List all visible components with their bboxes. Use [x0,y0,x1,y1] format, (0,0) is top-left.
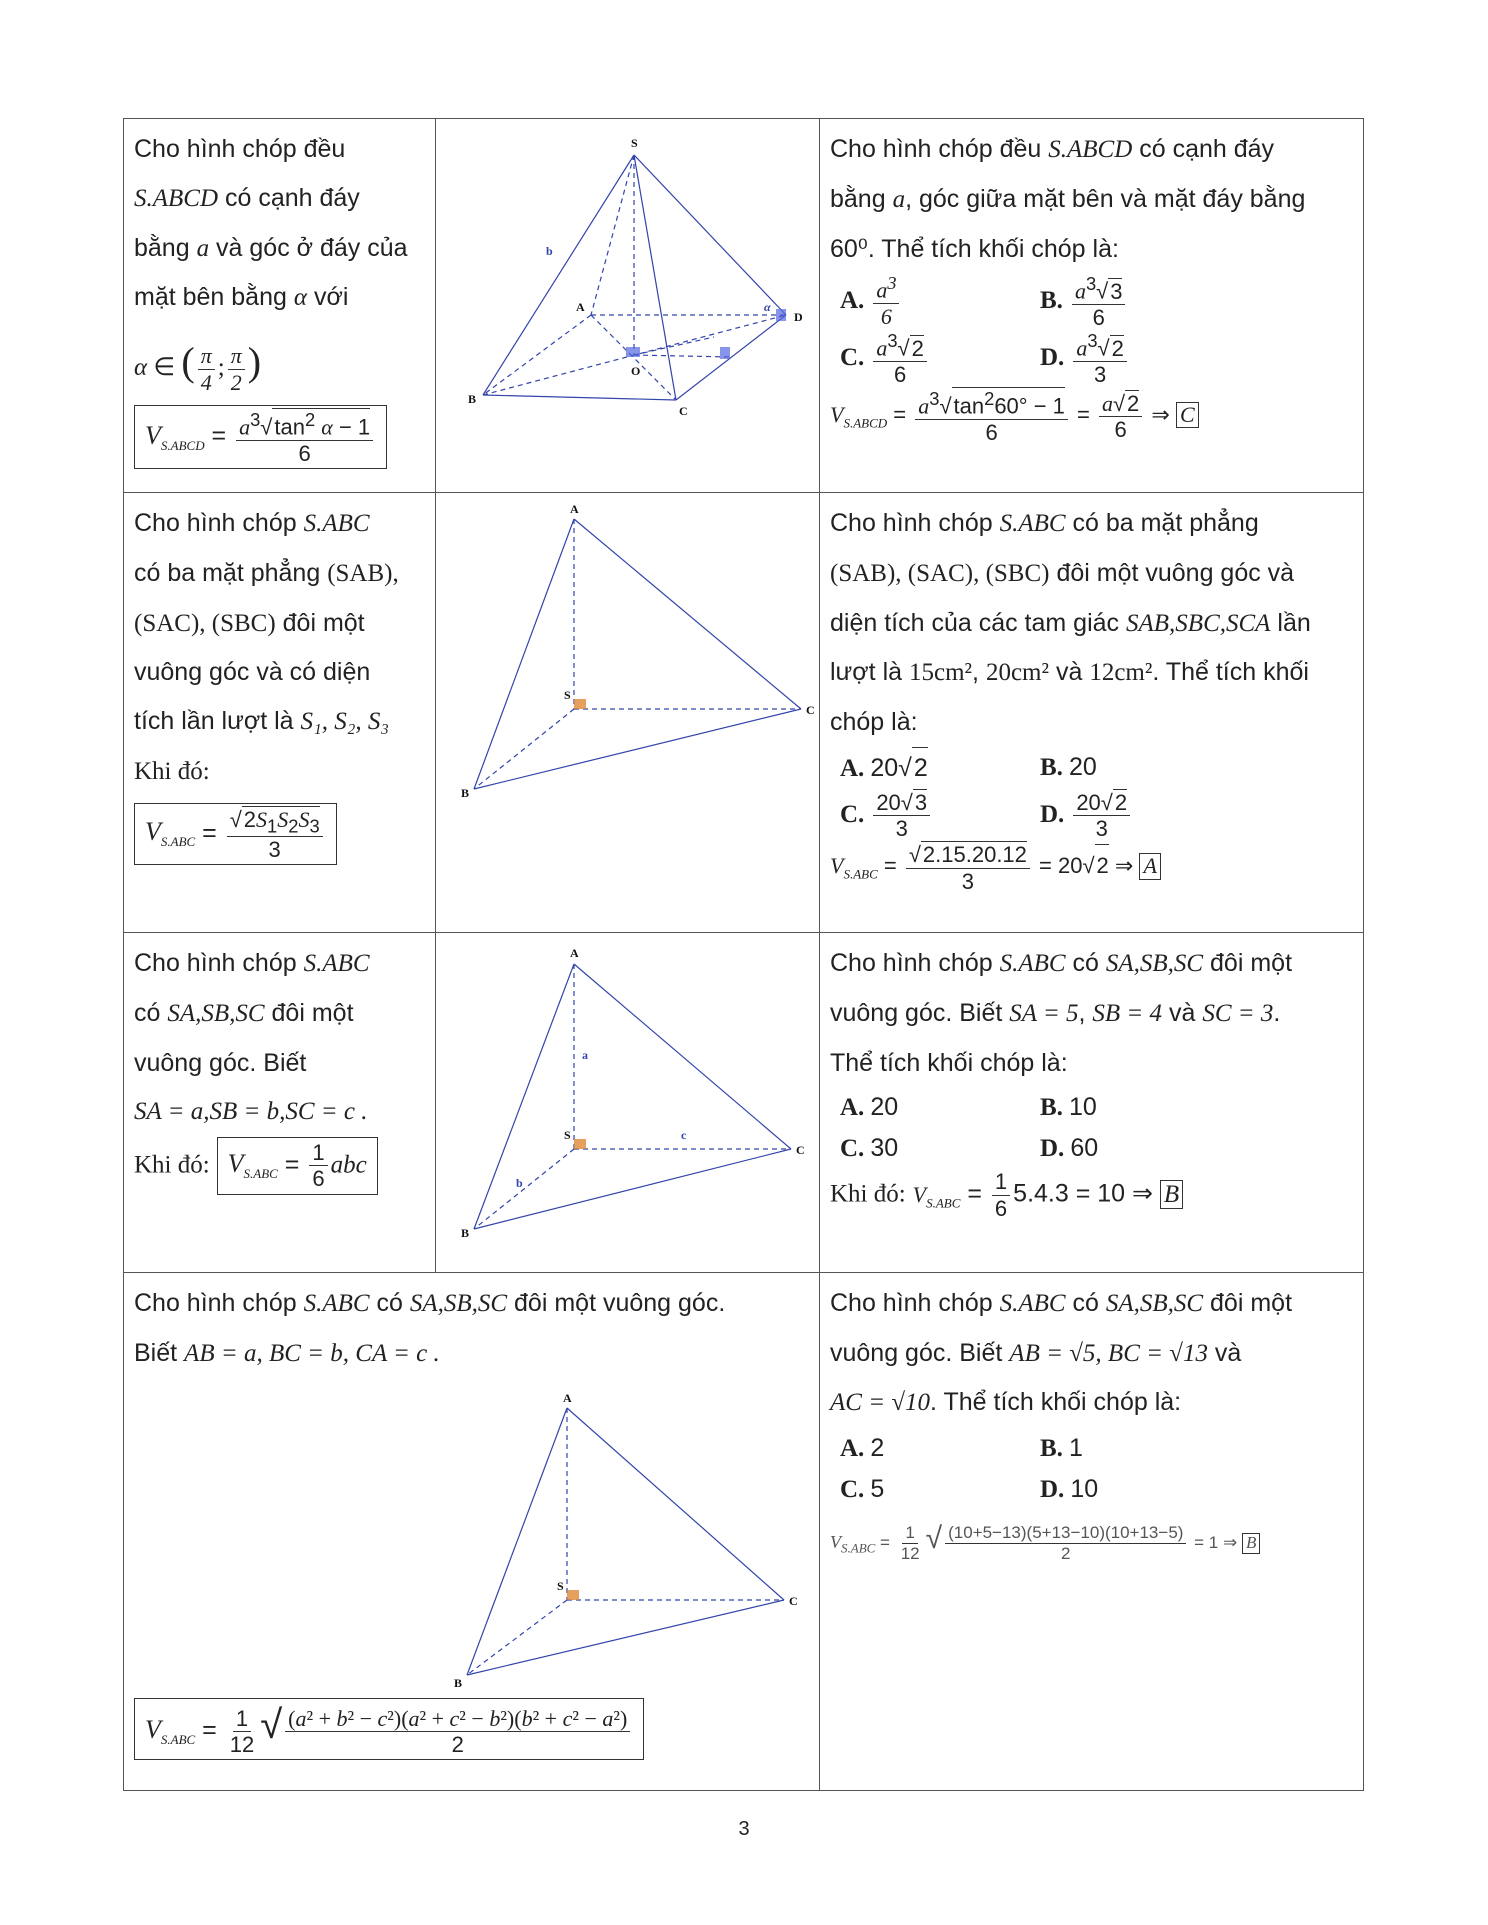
label-c: C [679,404,688,418]
formula-cell: Cho hình chóp S.ABC có SA,SB,SC đôi một vuông góc. Biết AB = a, BC = b, CA = c . A S C B $V_{S.ABC}$ = $\frac{1}{12}$ √ $\frac{\text{(a² + b² − c²)(a² + c² − b²)(b² + c² − a²)}}{2}$ [124,1272,820,1790]
formula-cell: Cho hình chóp S.ABC có ba mặt phẳng (SAB), (SAC), (SBC) đôi một vuông góc và có diện tích lần lượt là S₁, S₂, S₃ Khi đó: $V_{S.ABC}$ = $\frac{√2S_1S_2S_3}{3}$ [124,493,436,933]
answer-badge: A [1139,853,1160,879]
label-c: C [806,703,815,717]
alpha-range: α ∈ ( $\frac{\pi}{4}$ ; $\frac{\pi}{2}$ ) [134,339,262,395]
tetra-figure [439,1390,809,1690]
label-c-edge: c [681,1128,687,1142]
formula-cell: Cho hình chóp đều S.ABCD có cạnh đáy bằng a và góc ở đáy của mặt bên bằng α với α ∈ ( $\frac{\pi}{4}$ ; $\frac{\pi}{2}$ ) $V_{S.ABCD}$ = $\frac{a^3√\tan^2 \alpha - 1}{6}$ [124,119,436,493]
figure-cell [436,933,820,1273]
label-d: D [794,310,803,324]
solution: $V_{S.ABCD}$ = $\frac{a^3√\tan^260^\circ - 1}{6}$ = $\frac{a√2}{6}$ ⇒ C [830,387,1353,445]
label-b: B [461,1226,470,1240]
table-row [124,1272,1364,1790]
label-b: B [468,392,477,406]
table-row [124,933,1364,1273]
tetra-figure [446,499,816,799]
label-b: B [454,1676,463,1691]
example-cell: Cho hình chóp S.ABC có SA,SB,SC đôi một vuông góc. Biết AB = √5, BC = √13 và AC = √10. Thể tích khối chóp là: A. 2 B. 1 C. 5 D. 10 $V_{S.ABC}$ = $\frac{1}{12}$ √ $\frac{(10+5-13)(5+13-10)(10+13-5)}{2}$ = 1 ⇒ B [820,1272,1364,1790]
options: A. $\frac{a^3}{6}$ B. $\frac{a^3√3}{6}$ C. $\frac{a^3√2}{6}$ D. $\frac{a^3√2}{3}$ [840,273,1353,387]
label-s: S [564,688,571,702]
formula-cell: Cho hình chóp S.ABC có SA,SB,SC đôi một vuông góc. Biết SA = a,SB = b,SC = c . Khi đó: $V_{S.ABC}$ = $\frac{1}{6}$ abc [124,933,436,1273]
example-cell: Cho hình chóp đều S.ABCD có cạnh đáy bằng a, góc giữa mặt bên và mặt đáy bằng 60⁰. Thể tích khối chóp là: A. $\frac{a^3}{6}$ B. $\frac{a^3√3}{6}$ C. $\frac{a^3√2}{6}$ D. $\frac{a^3√2}{3}$ $V_{S.ABCD}$ = $\frac{a^3√\tan^260^\circ - 1}{6}$ = $\frac{a√2}{6}$ ⇒ C [820,119,1364,493]
label-a: A [576,300,585,314]
page-number: 3 [738,1818,750,1840]
label-a-edge: a [582,1048,588,1062]
label-b-edge: b [516,1176,523,1190]
label-b: B [461,786,470,799]
tetra-figure [446,939,816,1249]
answer-badge: B [1242,1533,1260,1554]
options: A. 20 B. 10 C. 30 D. 60 [840,1093,1099,1163]
label-c: C [796,1143,805,1157]
solution: Khi đó: $V_{S.ABC}$ = $\frac{1}{6}$ 5.4.3 = 10 ⇒ B [830,1169,1353,1221]
label-alpha: α [764,300,771,314]
example-cell: Cho hình chóp S.ABC có ba mặt phẳng (SAB), (SAC), (SBC) đôi một vuông góc và diện tích của các tam giác SAB,SBC,SCA lần lượt là 15cm², 20cm² và 12cm². Thể tích khối chóp là: A. 20√2 B. 20 C. $\frac{20√3}{3}$ D. $\frac{20√2}{3}$ $V_{S.ABC}$ = $\frac{√2.15.20.12}{3}$ = 20√2 ⇒ A [820,493,1364,933]
label-s: S [631,136,638,150]
example-cell: Cho hình chóp S.ABC có SA,SB,SC đôi một vuông góc. Biết SA = 5, SB = 4 và SC = 3. Thể tích khối chóp là: A. 20 B. 10 C. 30 D. 60 Khi đó: $V_{S.ABC}$ = $\frac{1}{6}$ 5.4.3 = 10 ⇒ B [820,933,1364,1273]
formula-table [123,118,1364,1791]
formula-box: $V_{S.ABC}$ = $\frac{√2S_1S_2S_3}{3}$ [134,803,337,866]
figure-cell [436,493,820,933]
pyramid-figure [446,125,816,465]
solution: $V_{S.ABC}$ = $\frac{√2.15.20.12}{3}$ = 20√2 ⇒ A [830,841,1353,894]
answer-badge: C [1176,402,1199,428]
label-o: O [631,364,641,378]
options: A. 2 B. 1 C. 5 D. 10 [840,1434,1099,1503]
label-a: A [570,946,579,960]
page [123,118,1363,1791]
label-s: S [564,1128,571,1142]
formula-box: $V_{S.ABC}$ = $\frac{1}{12}$ √ $\frac{\text{(a² + b² − c²)(a² + c² − b²)(b² + c² − a²)}}{2}$ [134,1698,644,1760]
label-b-edge: b [546,244,553,258]
formula-box: $V_{S.ABCD}$ = $\frac{a^3√\tan^2 \alpha - 1}{6}$ [134,405,387,469]
label-a: A [570,502,579,516]
label-a: A [563,1391,572,1406]
answer-badge: B [1160,1180,1183,1210]
options: A. 20√2 B. 20 C. $\frac{20√3}{3}$ D. $\frac{20√2}{3}$ [840,747,1353,842]
solution: $V_{S.ABC}$ = $\frac{1}{12}$ √ $\frac{(10+5-13)(5+13-10)(10+13-5)}{2}$ = 1 ⇒ B [830,1510,1353,1569]
formula-box: $V_{S.ABC}$ = $\frac{1}{6}$ abc [217,1137,378,1195]
label-c: C [789,1594,798,1609]
table-row [124,119,1364,493]
figure-cell [436,119,820,493]
label-s: S [557,1579,564,1594]
table-row [124,493,1364,933]
